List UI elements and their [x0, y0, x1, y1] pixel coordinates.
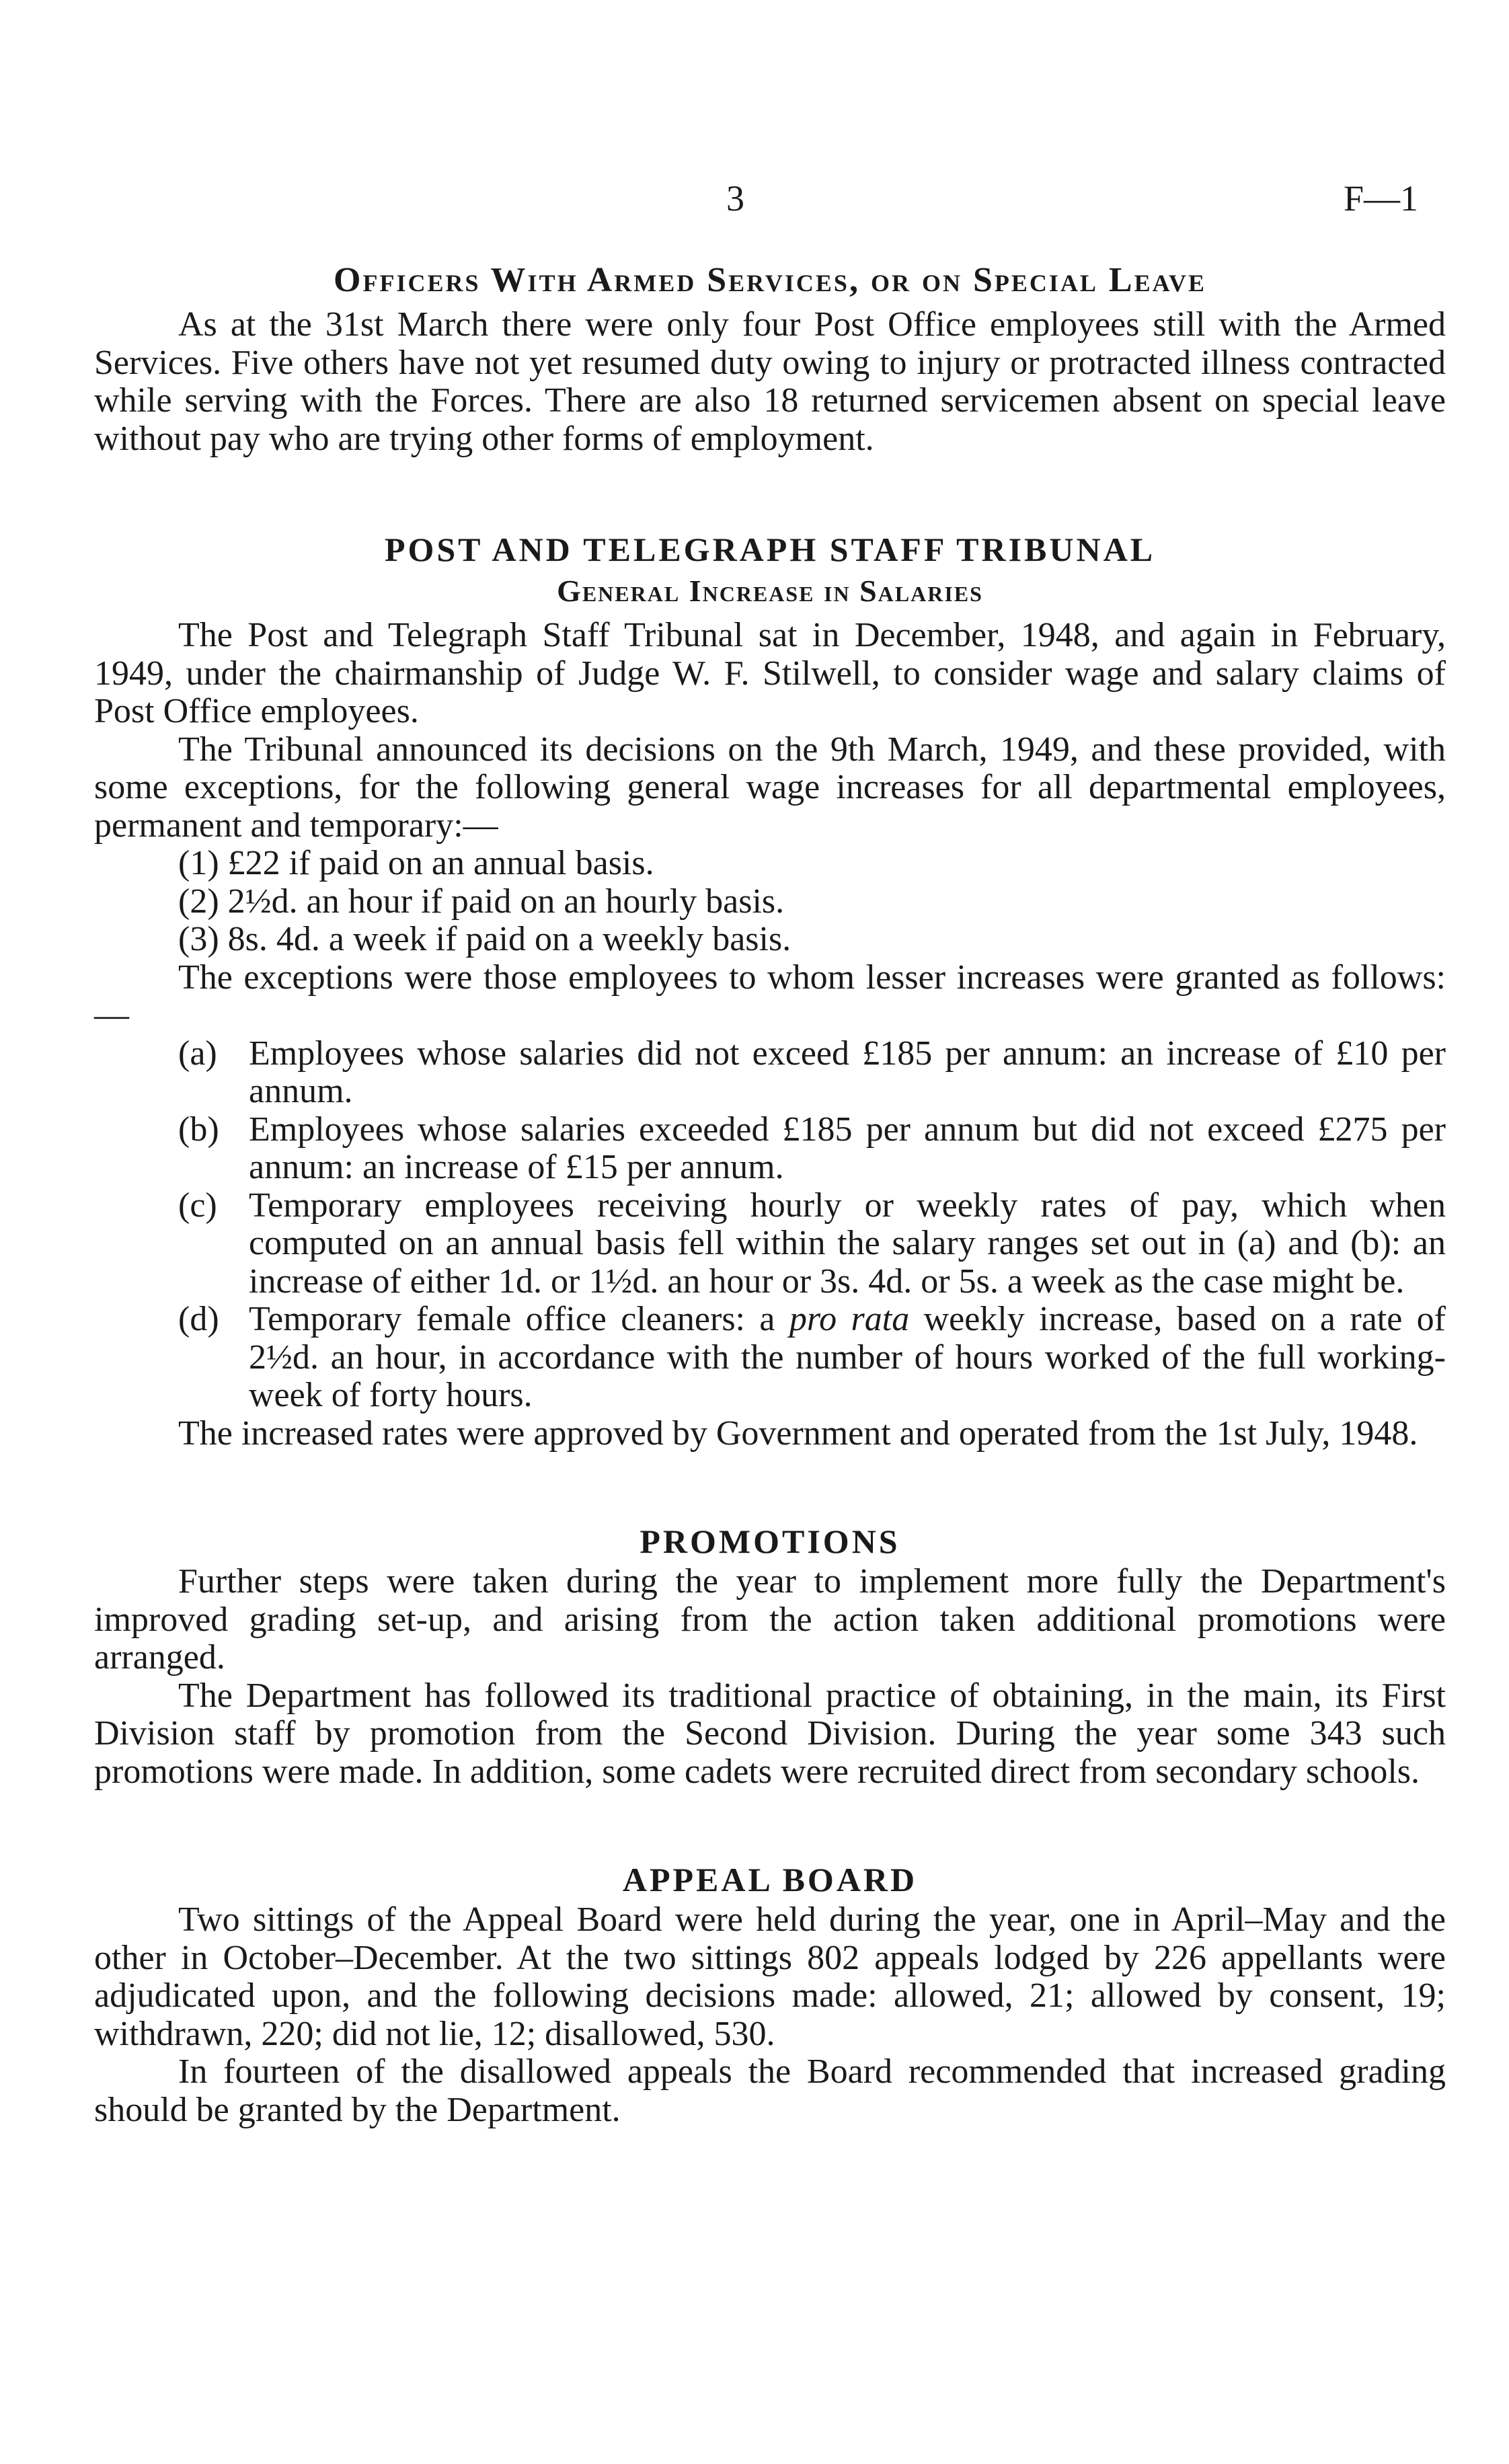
exception-text-start: Temporary female office cleaners: a — [249, 1300, 789, 1338]
page-number: 3 — [726, 178, 744, 219]
exception-text-end: weekly increase, based on a rate of 2½d. an hour, in accordance with the number of hours worked of the full working-week of forty hours. — [249, 1300, 1446, 1414]
appeal-paragraph-1: Two sittings of the Appeal Board were held during the year, one in April–May and the other in October–December. At the two sittings 802 appeals lodged by 226 appellants were adjudicated upon, and the following decisions made: allowed, 21; allowed by consent, 19; withdrawn, 220; did not lie, 12; disallowed, 530. — [94, 1900, 1446, 2053]
officers-heading: Officers With Armed Services, or on Special Leave — [334, 261, 1206, 299]
section-officers — [94, 259, 1446, 458]
appeal-board-heading: APPEAL BOARD — [622, 1861, 918, 1898]
exception-label: (b) — [178, 1110, 219, 1149]
tribunal-subheading: General Increase in Salaries — [557, 574, 983, 608]
tribunal-paragraph-3: The exceptions were those employees to whom lesser increases were granted as follows:— — [94, 958, 1446, 1034]
page-content — [94, 259, 1446, 2129]
increase-item: (3) 8s. 4d. a week if paid on a weekly basis. — [178, 920, 791, 958]
increase-item: (2) 2½d. an hour if paid on an hourly basis. — [178, 882, 785, 921]
increases-list — [94, 845, 1446, 959]
exception-text: Employees whose salaries did not exceed £185 per annum: an increase of £10 per annum. — [249, 1034, 1446, 1110]
tribunal-paragraph-1: The Post and Telegraph Staff Tribunal sat in December, 1948, and again in February, 1949, under the chairmanship of Judge W. F. Stilwell, to consider wage and salary claims of Post Office employees. — [94, 616, 1446, 730]
increase-item: (1) £22 if paid on an annual basis. — [178, 844, 654, 882]
section-promotions — [94, 1520, 1446, 1791]
exception-item — [94, 1111, 1446, 1187]
promotions-paragraph-2: The Department has followed its traditional practice of obtaining, in the main, its First Division staff by promotion from the Second Division. During the year some 343 such promotions were made. In addition, some cadets were recruited direct from secondary schools. — [94, 1676, 1446, 1791]
section-tribunal — [94, 528, 1446, 1453]
document-code: F—1 — [1344, 178, 1419, 219]
exceptions-list — [94, 1035, 1446, 1415]
exception-item — [94, 1035, 1446, 1111]
tribunal-heading: POST AND TELEGRAPH STAFF TRIBUNAL — [384, 531, 1156, 568]
exception-item — [94, 1301, 1446, 1415]
appeal-paragraph-2: In fourteen of the disallowed appeals the Board recommended that increased grading should be granted by the Department. — [94, 2052, 1446, 2129]
tribunal-paragraph-2: The Tribunal announced its decisions on the 9th March, 1949, and these provided, with some exceptions, for the following general wage increases for all departmental employees, permanent and temporary:— — [94, 730, 1446, 845]
promotions-paragraph-1: Further steps were taken during the year to implement more fully the Department's improved grading set-up, and arising from the action taken additional promotions were arranged. — [94, 1562, 1446, 1677]
promotions-heading: PROMOTIONS — [640, 1523, 900, 1560]
exception-italic-term: pro rata — [789, 1300, 910, 1338]
section-appeal-board — [94, 1858, 1446, 2129]
officers-paragraph: As at the 31st March there were only four Post Office employees still with the Armed Services. Five others have not yet resumed duty owing to injury or protracted illness contracted while serving with the Forces. There are also 18 returned servicemen absent on special leave without pay who are trying other forms of employment. — [94, 305, 1446, 458]
exception-item — [94, 1187, 1446, 1301]
exception-text: Employees whose salaries exceeded £185 per annum but did not exceed £275 per annum: an increase of £15 per annum. — [249, 1110, 1446, 1186]
exception-label: (c) — [178, 1186, 217, 1225]
exception-label: (a) — [178, 1034, 217, 1073]
exception-label: (d) — [178, 1300, 219, 1338]
exception-text: Temporary employees receiving hourly or weekly rates of pay, which when computed on an annual basis fell within the salary ranges set out in (a) and (b): an increase of either 1d. or 1½d. an hour or 3s. 4d. or 5s. a week as the case might be. — [249, 1186, 1446, 1301]
tribunal-paragraph-4: The increased rates were approved by Government and operated from the 1st July, 1948. — [178, 1414, 1418, 1453]
